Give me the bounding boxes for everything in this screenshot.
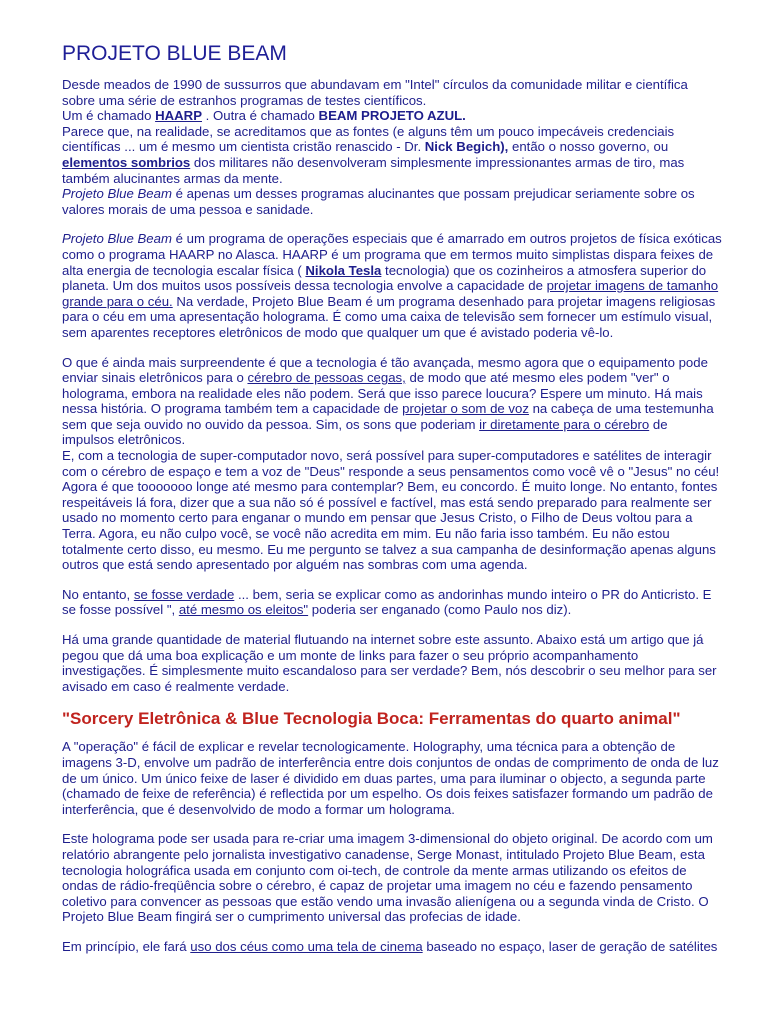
page-title: PROJETO BLUE BEAM <box>62 42 287 65</box>
paragraph-4 <box>62 587 722 618</box>
italic-text: Projeto Blue Beam <box>62 231 172 247</box>
paragraph-2 <box>62 231 722 340</box>
link-se-fosse-verdade[interactable]: se fosse verdade <box>133 586 235 602</box>
paragraph-7: Este holograma pode ser usada para re-criar uma imagem 3-dimensional do objeto original. De acordo com um relatório abrangente pelo jornalista investigativo canadense, Serge Monast, intitulado Projeto Blue Beam, esta tecnologia holográfica usada em conjunto com oi-tech, de controle da mente armas utilizando os efeitos de ondas de rádio-freqüência sobre o cérebro, é capaz de projetar uma imagem no céu e fazendo pensamento coletivo para convencer as pessoas que estão vendo uma invasão alienígena ou a segunda vinda de Cristo. O Projeto Blue Beam fingirá ser o cumprimento universal das profecias de idade. <box>62 831 713 925</box>
paragraph-3 <box>62 355 722 573</box>
link-ate-mesmo-eleitos[interactable]: até mesmo os eleitos" <box>178 602 309 618</box>
link-elementos-sombrios[interactable]: elementos sombrios <box>62 154 191 170</box>
link-nikola-tesla[interactable]: Nikola Tesla <box>305 262 382 278</box>
link-ir-cerebro[interactable]: ir diretamente para o cérebro <box>479 416 650 432</box>
paragraph-8 <box>62 939 722 955</box>
text: ... bem, seria se explicar como as andorinhas mundo inteiro o PR do Anticristo. E se fosse possível ", <box>62 586 712 618</box>
text: E, com a tecnologia de super-computador novo, será possível para super-computadores e satélites de interagir com o cérebro de espaço e tem a voz de "Deus" responde a seus pensamentos como você vê o "Jesus" no céu! Agora é que tooooooo longe até mesmo para contemplar? Bem, eu concordo. É muito longe. No entanto, fontes respeitáveis lá fora, dizer que a sua não só é possível e factível, mas está sendo preparado para realmente ser usado no momento certo para enganar o mundo em pensar que Jesus Cristo, o Filho de Deus voltou para a Terra. Agora, eu não culpo você, se você não acredita em mim. Eu não faria isso também. Eu não estou totalmente certo disso, eu mesmo. Eu me pergunto se talvez a sua campanha de desinformação apenas alguns outros que está sendo apresentado por alguém nas sombras com uma agenda. <box>62 448 720 573</box>
text: de modo que até mesmo eles podem "ver" o holograma, embora na realidade eles não podem. Será que isso parece loucura? Espere um minuto. Há mais nessa história. O programa também tem a capacidade de <box>62 370 703 417</box>
text: é um programa de operações especiais que é amarrado em outros projetos de física exóticas como o programa HAARP no Alasca. HAARP é um programa que em termos muito simplistas dispara feixes de alta energia de tecnologia escalar física ( <box>62 231 722 278</box>
text: baseado no espaço, laser de geração de satélites <box>422 938 718 954</box>
paragraph-intro <box>62 77 722 217</box>
bold-text: Nick Begich), <box>424 139 509 155</box>
paragraph-5: Há uma grande quantidade de material flutuando na internet sobre este assunto. Abaixo está um artigo que já pegou que dá uma boa explicação e um monte de links para fazer o seu próprio acompanhamento investigações. É simplesmente muito escandaloso para ser verdade? Bem, nós descobrir o seu melhor para ser avisado em caso é realmente verdade. <box>62 632 717 694</box>
text: O que é ainda mais surpreendente é que a tecnologia é tão avançada, mesmo agora que o equipamento pode enviar sinais eletrônicos para o <box>62 354 708 386</box>
link-uso-dos-ceus[interactable]: uso dos céus como uma tela de cinema <box>190 938 423 954</box>
document-page <box>62 40 722 955</box>
text: dos militares não desenvolveram simplesmente impressionantes armas de tiro, mas também alucinantes armas da mente. <box>62 154 685 186</box>
text: Desde meados de 1990 de sussurros que abundavam em "Intel" círculos da comunidade militar e científica sobre uma série de estranhos programas de testes científicos. <box>62 77 688 108</box>
text: Um é chamado <box>62 108 156 124</box>
link-cerebro-cegas[interactable]: cérebro de pessoas cegas, <box>247 370 406 386</box>
bold-text: BEAM PROJETO AZUL. <box>318 108 466 124</box>
text: na cabeça de uma testemunha sem que seja ouvido no ouvido da pessoa. Sim, os sons que poderiam <box>62 401 714 432</box>
text: Na verdade, Projeto Blue Beam é um programa desenhado para projetar imagens religiosas para o céu em uma apresentação holograma. É como uma caixa de televisão sem fornecer um estímulo visual, sem aparentes receptores eletrônicos de modo que qualquer um que é avistado poderia vê-lo. <box>62 293 716 340</box>
text: Em princípio, ele fará <box>62 938 191 954</box>
link-projetar-som[interactable]: projetar o som de voz <box>402 401 529 417</box>
text: é apenas um desses programas alucinantes que possam prejudicar seriamente sobre os valores morais de uma pessoa e sanidade. <box>62 186 695 217</box>
text: de impulsos eletrônicos. <box>62 416 668 448</box>
text: tecnologia) que os cozinheiros a atmosfera superior do planeta. Um dos muitos usos possíveis dessa tecnologia envolve a capacidade de <box>62 262 707 294</box>
link-haarp[interactable]: HAARP <box>155 108 202 124</box>
text: então o nosso governo, ou <box>508 139 669 155</box>
italic-text: Projeto Blue Beam <box>62 186 172 202</box>
paragraph-6: A "operação" é fácil de explicar e revelar tecnologicamente. Holography, uma técnica para a obtenção de imagens 3-D, envolve um padrão de interferência entre dois conjuntos de ondas de comprimento de onda de luz de um único. Um único feixe de laser é dividido em duas partes, uma para iluminar o objecto, a segunda parte (chamado de feixe de referência) é reflectida por um espelho. Os dois feixes satisfazer formando um padrão de interferência, que é desenvolvido de modo a formar um holograma. <box>62 739 719 817</box>
text: Parece que, na realidade, se acreditamos que as fontes (e alguns têm um pouco impecáveis credenciais científicas ... um é mesmo um cientista cristão renascido - Dr. <box>62 123 675 155</box>
section-heading: "Sorcery Eletrônica & Blue Tecnologia Boca: Ferramentas do quarto animal" <box>62 709 681 729</box>
text: poderia ser enganado (como Paulo nos diz). <box>308 602 572 618</box>
text: . Outra é chamado <box>201 108 319 124</box>
link-projetar-imagens[interactable]: projetar imagens de tamanho grande para o céu. <box>62 278 719 309</box>
text: No entanto, <box>62 586 134 602</box>
